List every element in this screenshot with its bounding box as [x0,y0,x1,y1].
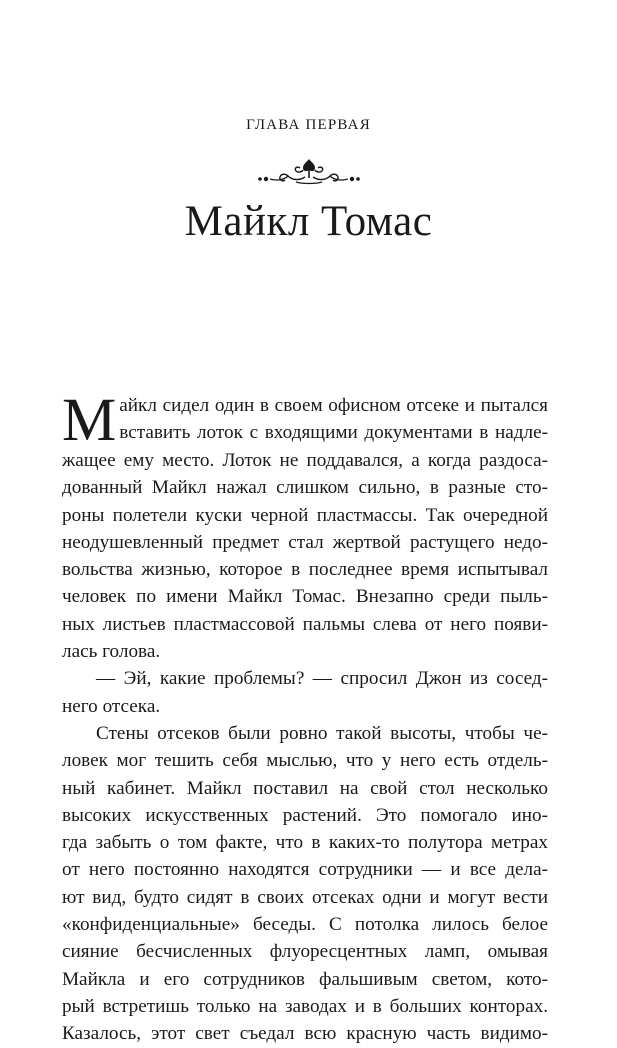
text-line: человек по имени Майкл Томас. Внезапно среди пыль- [62,586,548,608]
text-line: Казалось, этот свет съедал всю красную часть видимо- [62,1023,548,1045]
chapter-body [62,387,548,1048]
text-line: лась голова. [62,641,161,663]
text-line: «конфиденциальные» беседы. С потолка лилось белое [62,914,548,936]
text-line: — Эй, какие проблемы? — спросил Джон из сосед- [96,668,548,690]
text-line: сияние бесчисленных флуоресцентных ламп, омывая [62,941,548,963]
text-line: айкл сидел один в своем офисном отсеке и пытался [119,395,548,416]
text-line: вольства жизнью, которое в последнее время испытывал [62,559,548,581]
floral-ornament-icon [256,156,362,186]
chapter-title: Майкл Томас [184,198,433,245]
text-line: высоких искусственных растений. Это помогало ино- [62,804,548,826]
text-line: него отсека. [62,695,161,717]
text-line: ловек мог тешить себя мыслью, что у него есть отдель- [62,750,548,772]
chapter-label: ГЛАВА ПЕРВАЯ [246,117,371,133]
text-line: дованный Майкл нажал слишком сильно, в разные сто- [62,477,548,499]
text-line: ных листьев пластмассовой пальмы слева от него появи- [62,613,548,635]
paragraph-3 [62,720,548,1048]
paragraph-2 [62,665,548,720]
text-line: от него постоянно находятся сотрудники — и все дела- [62,859,548,881]
text-line: роны полетели куски черной пластмассы. Так очередной [62,504,548,526]
paragraph-1 [62,387,548,665]
text-line: гда забыть о том факте, что в каких-то полутора метрах [62,832,548,854]
drop-cap: М [62,387,117,454]
text-line: Стены отсеков были ровно такой высоты, чтобы че- [96,722,548,744]
text-line: неодушевленный предмет стал жертвой растущего недо- [62,531,548,553]
text-line: ный кабинет. Майкл поставил на свой стол несколько [62,777,548,799]
text-line: ют вид, будто сидят в своих отсеках одни и могут вести [62,886,548,908]
text-line: Майкла и его сотрудников фальшивым светом, кото- [62,968,548,990]
text-line: вставить лоток с входящими документами в надле- [119,422,548,444]
text-line: рый встретишь только на заводах и в больших конторах. [62,995,548,1017]
text-line: жащее ему место. Лоток не поддавался, а когда раздоса- [62,450,548,471]
